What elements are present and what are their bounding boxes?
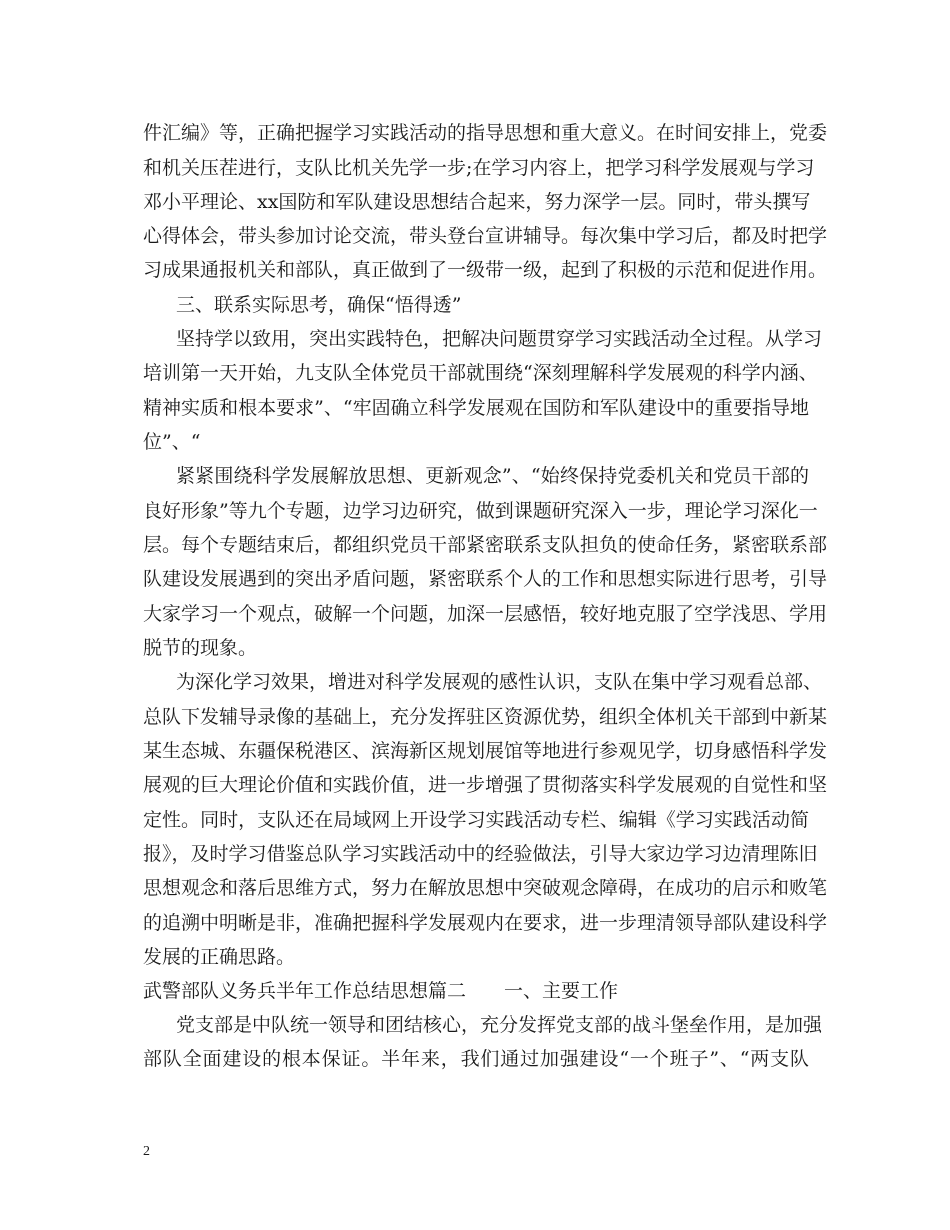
text-line: 培训第一天开始，九支队全体党员干部就围绕“深刻理解科学发展观的科学内涵、 xyxy=(143,362,818,384)
text-line: 武警部队义务兵半年工作总结思想篇二 一、主要工作 xyxy=(143,980,619,1002)
text-line: 展观的巨大理论价值和实践价值，进一步增强了贯彻落实科学发展观的自觉性和坚 xyxy=(143,774,828,796)
text-line: 良好形象”等九个专题，边学习边研究，做到课题研究深入一步，理论学习深化一 xyxy=(143,500,818,522)
text-line: 为深化学习效果，增进对科学发展观的感性认识，支队在集中学习观看总部、 xyxy=(176,671,823,693)
text-line: 心得体会，带头参加讨论交流，带头登台宣讲辅导。每次集中学习后，都及时把学 xyxy=(143,225,828,247)
text-line: 层。每个专题结束后，都组织党员干部紧密联系支队担负的使命任务，紧密联系部 xyxy=(143,534,828,556)
text-line: 发展的正确思路。 xyxy=(143,946,296,968)
text-line: 的追溯中明晰是非，准确把握科学发展观内在要求，进一步理清领导部队建设科学 xyxy=(143,912,828,934)
text-line: 报》，及时学习借鉴总队学习实践活动中的经验做法，引导大家边学习边清理陈旧 xyxy=(143,843,818,865)
text-line: 队建设发展遇到的突出矛盾问题，紧密联系个人的工作和思想实际进行思考，引导 xyxy=(143,568,828,590)
page-number: 2 xyxy=(143,1144,150,1159)
text-line: 坚持学以致用，突出实践特色，把解决问题贯穿学习实践活动全过程。从学习 xyxy=(176,328,823,350)
text-line: 定性。同时，支队还在局域网上开设学习实践活动专栏、编辑《学习实践活动简 xyxy=(143,809,809,831)
text-line: 大家学习一个观点，破解一个问题，加深一层感悟，较好地克服了空学浅思、学用 xyxy=(143,603,828,625)
text-line: 脱节的现象。 xyxy=(143,637,258,659)
text-line: 邓小平理论、xx国防和军队建设思想结合起来，努力深学一层。同时，带头撰写 xyxy=(143,191,811,213)
text-line: 紧紧围绕科学发展解放思想、更新观念”、“始终保持党委机关和党员干部的 xyxy=(176,465,809,487)
text-line: 思想观念和落后思维方式，努力在解放思想中突破观念障碍，在成功的启示和败笔 xyxy=(143,877,828,899)
text-line: 党支部是中队统一领导和团结核心，充分发挥党支部的战斗堡垒作用，是加强 xyxy=(176,1014,823,1036)
text-line: 位”、“ xyxy=(143,431,201,453)
text-line: 某生态城、东疆保税港区、滨海新区规划展馆等地进行参观见学，切身感悟科学发 xyxy=(143,740,828,762)
text-line: 总队下发辅导录像的基础上，充分发挥驻区资源优势，组织全体机关干部到中新某 xyxy=(143,706,828,728)
text-line: 三、联系实际思考，确保“悟得透” xyxy=(176,294,462,316)
text-line: 习成果通报机关和部队，真正做到了一级带一级，起到了积极的示范和促进作用。 xyxy=(143,259,828,281)
text-line: 精神实质和根本要求”、“牢固确立科学发展观在国防和军队建设中的重要指导地 xyxy=(143,397,809,419)
text-line: 和机关压茬进行，支队比机关先学一步;在学习内容上，把学习科学发展观与学习 xyxy=(143,157,815,179)
text-line: 件汇编》等，正确把握学习实践活动的指导思想和重大意义。在时间安排上，党委 xyxy=(143,122,828,144)
text-line: 部队全面建设的根本保证。半年来，我们通过加强建设“一个班子”、“两支队 xyxy=(143,1048,809,1070)
